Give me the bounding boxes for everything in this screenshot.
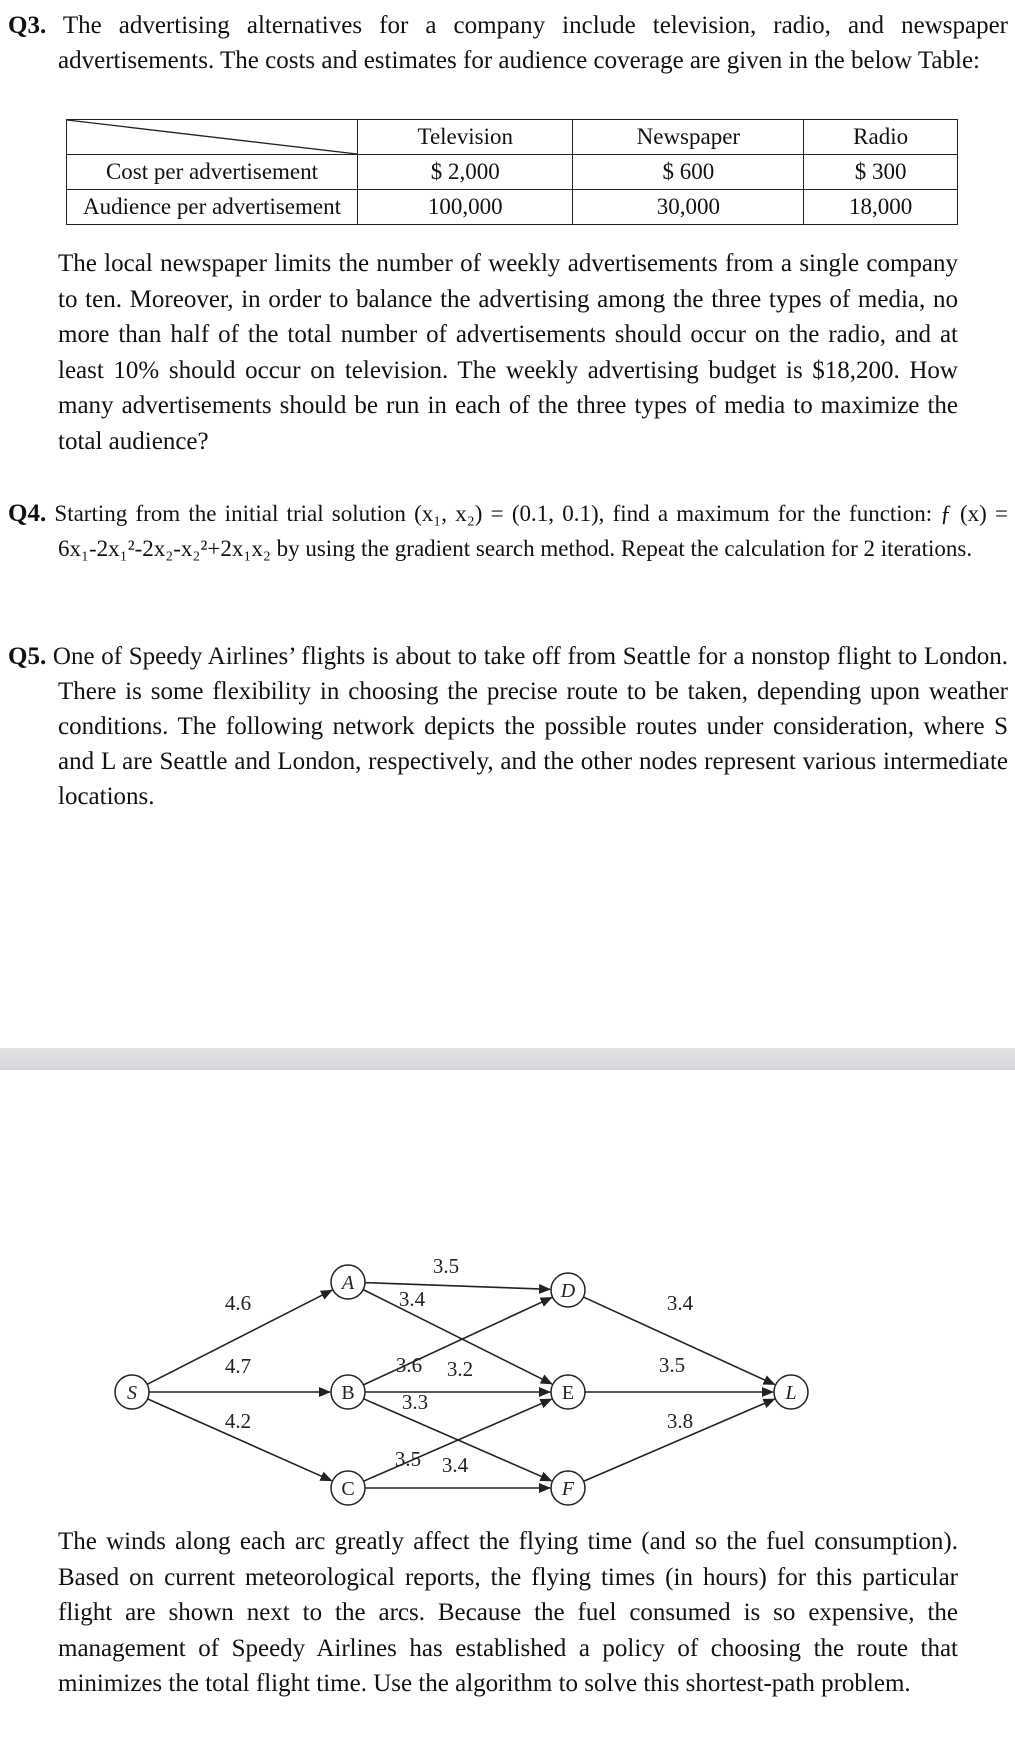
arc-time-label: 4.6 (224, 1291, 252, 1315)
node-label-L: L (785, 1382, 797, 1404)
q3-intro (8, 8, 1008, 78)
table-cell: 100,000 (358, 190, 573, 225)
table-cell: 30,000 (573, 190, 804, 225)
q4-text (8, 496, 1008, 566)
arc-time-label: 3.5 (658, 1353, 686, 1377)
node-label-B: B (341, 1382, 355, 1404)
table-row (67, 155, 958, 190)
q4-body: Starting from the initial trial solution (x₁, x₂) = (0.1, 0.1), find a maximum for the function: ƒ (x) = 6x₁-2x₁²-2x₂-x₂²+2x₁x₂ by using the gradient search method. Repeat the calculation for 2 iterations. (54, 501, 1009, 561)
arc-time-label: 3.2 (446, 1357, 474, 1381)
node-label-D: D (560, 1280, 576, 1302)
diagonal-line (67, 120, 357, 154)
route-network-diagram (0, 1250, 1015, 1510)
cost-table (66, 119, 958, 225)
table-row-label: Audience per advertisement (67, 190, 358, 225)
table-header: Radio (804, 120, 958, 155)
table-cell: $ 2,000 (358, 155, 573, 190)
node-label-C: C (341, 1478, 355, 1500)
arc-time-label: 3.5 (394, 1447, 422, 1471)
q4-number: Q4. (8, 500, 47, 527)
node-label-A: A (341, 1272, 355, 1294)
table-row (67, 190, 958, 225)
arc-time-label: 3.4 (398, 1287, 426, 1311)
q5-outro: The winds along each arc greatly affect the flying time (and so the fuel consumption). Based on current meteorological reports, the flying times (in hours) for this particular flight are shown next to the arcs. Because the fuel consumed is so expensive, the management of Speedy Airlines has established a policy of choosing the route that minimizes the total flight time. Use the algorithm to solve this shortest-path problem. (58, 1528, 958, 1697)
q5-number: Q5. (8, 643, 47, 670)
arc-time-label: 3.4 (441, 1453, 469, 1477)
arc-time-label: 4.7 (224, 1354, 252, 1378)
table-corner-cell (67, 120, 358, 155)
q3-body: The local newspaper limits the number of weekly advertisements from a single company to ten. Moreover, in order to balance the advertising among the three types of media, no more than half of the total number of advertisements should occur on the radio, and at least 10% should occur on television. The weekly advertising budget is $18,200. How many advertisements should be run in each of the three types of media to maximize the total audience? (58, 250, 958, 455)
table-cell: 18,000 (804, 190, 958, 225)
arc-A-D (365, 1283, 550, 1290)
table-header-row (67, 120, 958, 155)
arc-time-label: 4.2 (224, 1409, 252, 1433)
screenshot-divider (0, 1048, 1015, 1070)
table-cell: $ 300 (804, 155, 958, 190)
q5-intro-text: One of Speedy Airlines’ flights is about to take off from Seattle for a nonstop flight to London. There is some flexibility in choosing the precise route to be taken, depending upon weather conditions. The following network depicts the possible routes under consideration, where S and L are Seattle and London, respectively, and the other nodes represent various intermediate locations. (52, 643, 1008, 810)
node-label-S: S (127, 1382, 137, 1404)
q3-number: Q3. (8, 12, 47, 39)
arc-time-label: 3.8 (666, 1409, 694, 1433)
table-header: Television (358, 120, 573, 155)
node-label-E: E (561, 1382, 575, 1404)
q3-intro-text: The advertising alternatives for a company include television, radio, and newspaper advertisements. The costs and estimates for audience coverage are given in the below Table: (58, 12, 1008, 74)
table-cell: $ 600 (573, 155, 804, 190)
arc-time-label: 3.5 (432, 1254, 460, 1278)
table-header: Newspaper (573, 120, 804, 155)
arc-time-label: 3.4 (666, 1291, 694, 1315)
arc-time-label: 3.6 (395, 1353, 423, 1377)
table-row-label: Cost per advertisement (67, 155, 358, 190)
node-label-F: F (561, 1478, 575, 1500)
q5-intro (8, 639, 1008, 814)
arc-time-label: 3.3 (401, 1390, 429, 1414)
